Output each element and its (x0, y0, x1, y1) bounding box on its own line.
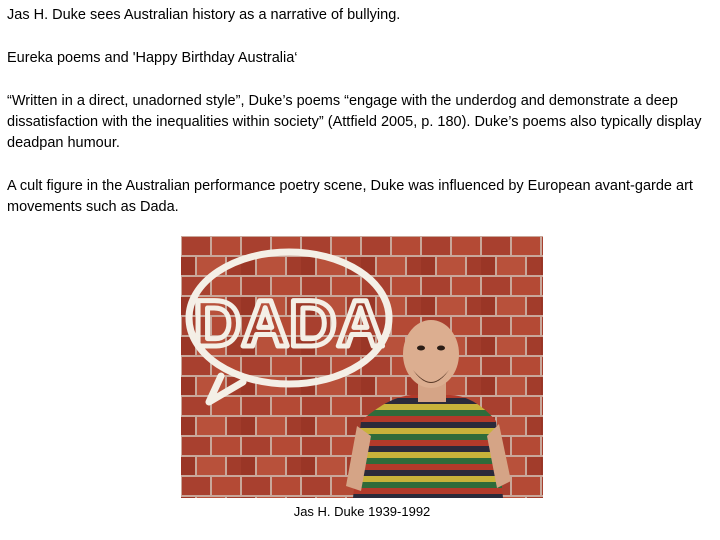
jas-duke-photo (181, 236, 543, 498)
paragraph-cult-figure: A cult figure in the Australian performance poetry scene, Duke was influenced by European avant-garde art movements such as Dada. (7, 178, 693, 215)
graffiti-text: DADA (193, 286, 385, 360)
photo-caption: Jas H. Duke 1939-1992 (293, 504, 431, 519)
paragraph-eureka-poems: Eureka poems and 'Happy Birthday Australia‘ (7, 50, 298, 66)
paragraph-written-style: “Written in a direct, unadorned style”, Duke’s poems “engage with the underdog and demonstrate a deep dissatisfaction with the inequalities within society” (Attfield 2005, p. 180). Duke’s poems also typically display deadpan humour. (7, 93, 702, 151)
paragraph-bullying: Jas H. Duke sees Australian history as a narrative of bullying. (7, 7, 401, 23)
